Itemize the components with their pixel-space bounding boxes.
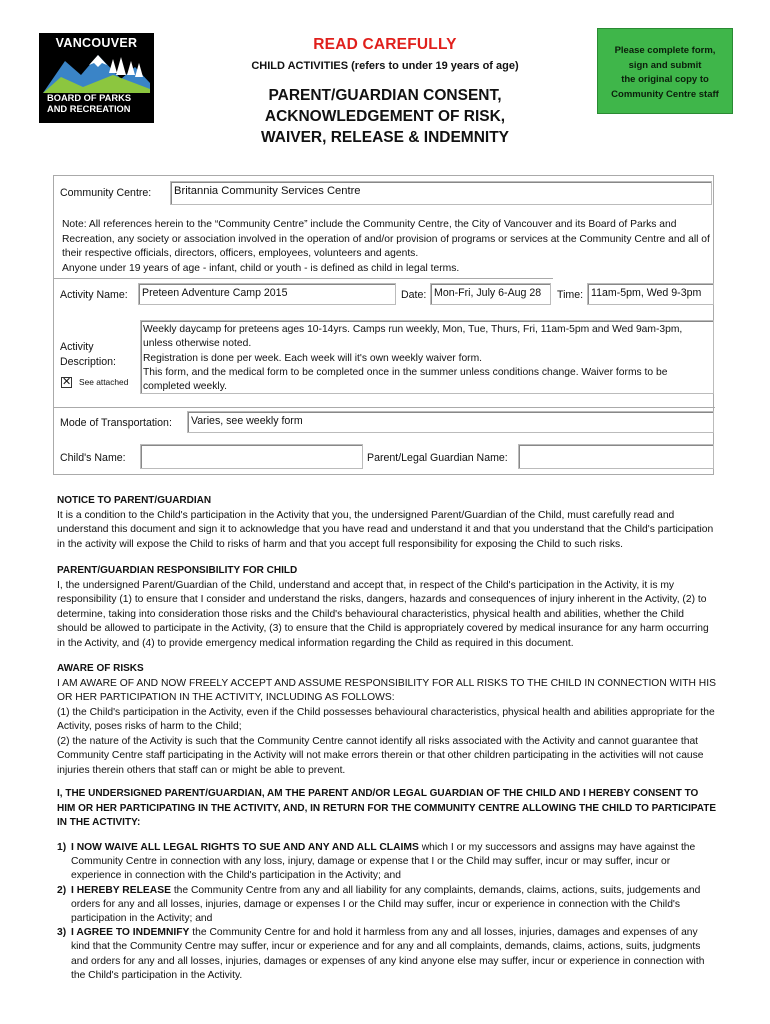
- community-centre-label: Community Centre:: [60, 187, 152, 199]
- guardian-name-label: Parent/Legal Guardian Name:: [367, 452, 508, 464]
- waiver-clause: [57, 841, 717, 884]
- child-definition-text: Anyone under 19 years of age - infant, child or youth - is defined as child in legal terms.: [62, 263, 460, 275]
- childs-name-label: Child's Name:: [60, 452, 126, 464]
- title-line-1: PARENT/GUARDIAN CONSENT,: [268, 87, 502, 104]
- clause-text: the Community Centre for and hold it harmless from any and all losses, injuries, damages and expenses of any kind that the Community Centre may suffer, incur or experience and for any and all complaints, demands, claims, actions, suits, judgments and orders for any and all losses, injuries, damages or expenses of any kind anyone else may suffer, incur or experience in connection with the Child's participation in the Activity.: [71, 927, 705, 981]
- aware-of-risks-paragraph-2: (1) the Child's participation in the Activity, even if the Child possesses behavioural characteristics, physical health and abilities appropriate for the Activity, poses risks of harm to the Child;: [57, 706, 715, 732]
- instructions-line-3: the original copy to: [621, 74, 709, 85]
- childs-name-field[interactable]: [140, 444, 363, 469]
- responsibility-section: [57, 564, 717, 651]
- aware-of-risks-heading: AWARE OF RISKS: [57, 663, 144, 674]
- document-title: [200, 85, 570, 148]
- note-text: [62, 218, 712, 277]
- consent-statement: I, THE UNDERSIGNED PARENT/GUARDIAN, AM THE PARENT AND/OR LEGAL GUARDIAN OF THE CHILD AND I HEREBY CONSENT TO HIM OR HER PARTICIPATING IN THE ACTIVITY, AND, IN RETURN FOR THE COMMUNITY CENTRE ALLOWING THE CHILD TO PARTICIPATE IN THE ACTIVITY:: [57, 788, 717, 828]
- child-activities-subheading: CHILD ACTIVITIES (refers to under 19 years of age): [251, 60, 519, 72]
- transportation-field[interactable]: Varies, see weekly form: [187, 411, 714, 433]
- date-field[interactable]: Mon-Fri, July 6-Aug 28: [430, 283, 551, 305]
- aware-of-risks-paragraph-1: I AM AWARE OF AND NOW FREELY ACCEPT AND ASSUME RESPONSIBILITY FOR ALL RISKS TO THE CHILD IN CONNECTION WITH HIS OR HER PARTICIPATION IN THE ACTIVITY, INCLUDING AS FOLLOWS:: [57, 677, 716, 703]
- instructions-line-2: sign and submit: [628, 59, 702, 71]
- aware-of-risks-paragraph-3: (2) the nature of the Activity is such that the Community Centre cannot identify all risks associated with the Activity and cannot guarantee that Community Centre staff participating in the Activity will not make errors therein or that other children participating in the activities will not cause injuries therein others that staff can or might be able to prevent.: [57, 735, 704, 776]
- clause-number: 1): [57, 842, 67, 853]
- indemnity-clause: [57, 926, 717, 983]
- logo-subtitle-line-1: BOARD OF PARKS: [47, 93, 132, 103]
- clause-text: the Community Centre from any and all liability for any complaints, demands, claims, actions, suits, judgements and orders for any and all losses, injuries, damage or expenses I or the Child may suffer, incur or experience in connection with the Child's participation in the Activity; and: [71, 884, 701, 925]
- transportation-label: Mode of Transportation:: [60, 417, 172, 429]
- description-label: Description:: [60, 356, 116, 368]
- title-line-3: WAIVER, RELEASE & INDEMNITY: [260, 129, 510, 146]
- vancouver-parks-logo: [39, 33, 154, 123]
- aware-of-risks-section: [57, 662, 717, 778]
- notice-paragraph: It is a condition to the Child's participation in the Activity that you, the undersigned Parent/Guardian of the Child, must carefully read and understand this document and sign it to acknowledge that you have read and understand it and that you understand that the Child's participation in the activity will expose the Child to risks of harm and that you accept full responsibility for exposing the Child to such risks.: [57, 509, 714, 550]
- see-attached-label: See attached: [79, 377, 129, 387]
- release-clause: [57, 884, 717, 927]
- clause-lead: I NOW WAIVE ALL LEGAL RIGHTS TO SUE AND ANY AND ALL CLAIMS: [71, 842, 419, 853]
- clause-lead: I AGREE TO INDEMNIFY: [71, 927, 190, 939]
- divider: [54, 407, 715, 408]
- date-label: Date:: [401, 289, 427, 301]
- clause-lead: I HEREBY RELEASE: [71, 884, 171, 896]
- clause-number: 3): [57, 927, 67, 939]
- guardian-name-field[interactable]: [518, 444, 714, 469]
- mountains-trees-logo-art: [43, 53, 150, 93]
- clause-text: which I or my successors and assigns may have against the Community Centre in connection with any loss, injury, damage or expense that I or the Child may suffer, incur or may suffer, incur or experience in connection with the Child's participation in the Activity; and: [71, 842, 696, 882]
- responsibility-heading: PARENT/GUARDIAN RESPONSIBILITY FOR CHILD: [57, 565, 298, 576]
- notice-section: [57, 494, 717, 552]
- time-field[interactable]: 11am-5pm, Wed 9-3pm: [587, 283, 714, 305]
- clause-number: 2): [57, 884, 67, 896]
- logo-subtitle: [47, 93, 131, 114]
- instructions-line-4: Community Centre staff: [611, 88, 719, 100]
- activity-description-field[interactable]: Weekly daycamp for preteens ages 10-14yrs. Camps run weekly, Mon, Tue, Thurs, Fri, 11am-5pm and Wed 9am-3pm, unless otherwise noted. Registration is done per week. Each week will it's own weekly waiver form. This form, and the medical form to be completed once in the summer unless conditions change. Waiver forms to be completed weekly.: [140, 320, 714, 394]
- activity-name-label: Activity Name:: [60, 289, 128, 301]
- see-attached-checkbox[interactable]: ✕: [62, 376, 72, 388]
- notice-heading: NOTICE TO PARENT/GUARDIAN: [57, 495, 212, 506]
- logo-name: VANCOUVER: [55, 36, 138, 50]
- divider: [54, 278, 553, 279]
- document-header: [200, 36, 570, 148]
- community-centre-field[interactable]: Britannia Community Services Centre: [170, 181, 712, 205]
- time-label: Time:: [557, 289, 584, 301]
- read-carefully-heading: READ CAREFULLY: [313, 36, 457, 53]
- activity-label: Activity: [60, 341, 94, 353]
- note-paragraph: Note: All references herein to the “Community Centre” include the Community Centre, the City of Vancouver and its Board of Parks and Recreation, any society or association involved in the operation of and/or provision of programs or services at the Community Centre and all of their respective officials, directors, officers, employees, volunteers and agents.: [62, 219, 710, 260]
- waiver-clauses-list: [57, 841, 717, 983]
- instructions-line-1: Please complete form,: [614, 45, 716, 56]
- title-line-2: ACKNOWLEDGEMENT OF RISK,: [264, 108, 506, 125]
- activity-form: [53, 175, 714, 475]
- logo-subtitle-line-2: AND RECREATION: [47, 103, 131, 114]
- submit-instructions-box: [597, 28, 733, 114]
- activity-name-field[interactable]: Preteen Adventure Camp 2015: [138, 283, 396, 305]
- responsibility-paragraph: I, the undersigned Parent/Guardian of the Child, understand and accept that, in respect of the Child's participation in the Activity, it is my responsibility (1) to ensure that I consider and understand the risks, dangers, hazards and consequences of injury inherent in the Activity, (2) to determine, taking into consideration those risks and the Child's behavioural characteristics, physical health and abilities, whether the Child should be allowed to participate in the Activity, (3) to ensure that the Child is appropriately covered by medical insurance for any harm occurring in the Activity, and (4) to provide emergency medical information regarding the Child as required in this document.: [57, 579, 709, 649]
